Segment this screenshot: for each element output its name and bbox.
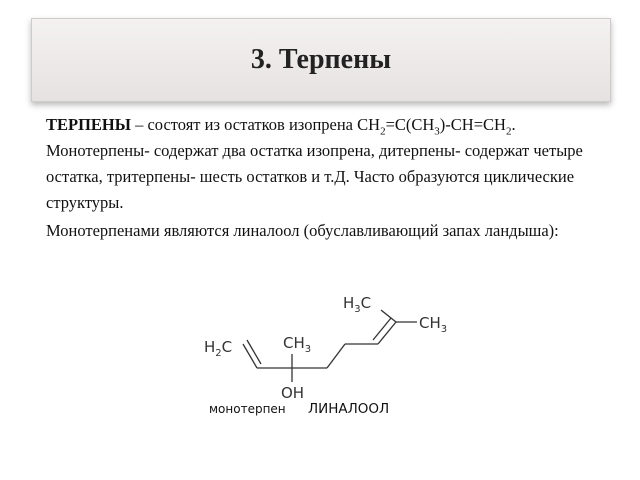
- linalool-diagram: [195, 280, 475, 420]
- label-h2c: $H_2C$: [204, 338, 233, 359]
- formula-part: )-CH=CH: [439, 115, 506, 134]
- label-ch3-center: $CH_3$: [283, 334, 312, 355]
- structure-caption: [209, 401, 389, 417]
- double-bond-chain-second: [373, 318, 391, 340]
- classification-text: Монотерпены- содержат два остатка изопрена, дитерпены- содержат четыре остатка, тритерпены- шесть остатков и т.Д. Часто образуются циклические структуры.: [46, 141, 583, 212]
- paragraph-linalool: Монотерпенами являются линалоол (обуславливающий запах ландыша):: [46, 221, 559, 240]
- subscript: 3: [434, 125, 440, 138]
- double-bond-vinyl: [243, 344, 257, 368]
- label-ch3-right: $CH_3$: [419, 314, 448, 335]
- subscript: 2: [505, 125, 512, 138]
- formula-part: =C(CH: [385, 115, 435, 134]
- subscript: 2: [380, 125, 386, 138]
- bond: [327, 344, 345, 368]
- formula-part: .: [511, 115, 516, 134]
- definition-text: – состоят из остатков изопрена CH: [130, 115, 381, 134]
- label-oh: OH: [281, 384, 305, 402]
- caption-prefix: монотерпен: [209, 402, 286, 416]
- paragraph-terpenes-definition: [46, 112, 606, 216]
- atom-labels: [204, 294, 447, 402]
- double-bond-chain: [378, 322, 396, 344]
- label-h3c: $H_3C$: [343, 294, 372, 315]
- page-title: 3. Терпены: [250, 44, 392, 75]
- body-text: [46, 112, 606, 244]
- linalool-structure: [195, 280, 475, 420]
- caption-name: ЛИНАЛООЛ: [308, 401, 390, 417]
- molecule-bonds: [243, 310, 417, 382]
- title-banner: [31, 18, 611, 102]
- double-bond-vinyl-second: [247, 340, 261, 364]
- term-terpenes: ТЕРПЕНЫ: [46, 115, 131, 134]
